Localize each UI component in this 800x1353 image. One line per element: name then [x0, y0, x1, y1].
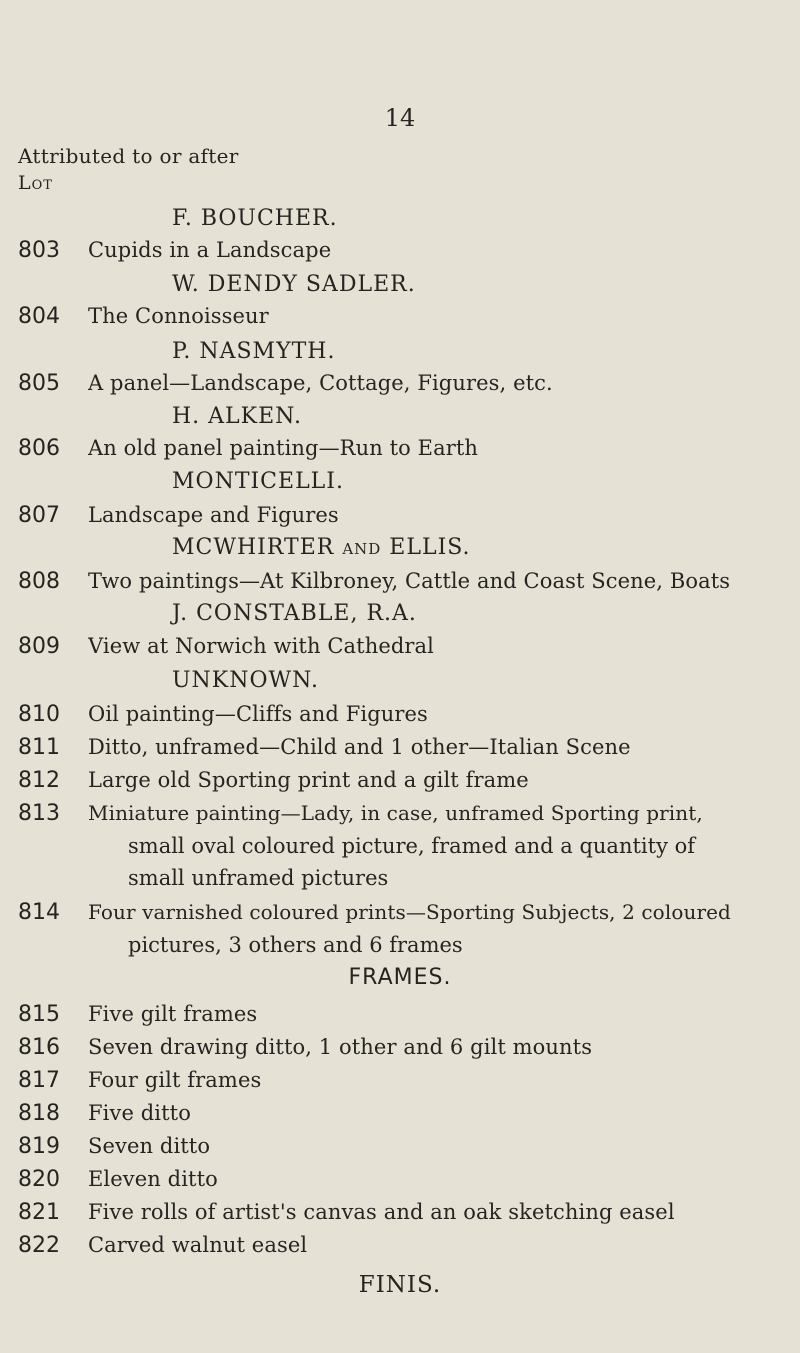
artist-name: MONTICELLI. [172, 469, 344, 494]
artist-name: F. BOUCHER. [172, 206, 338, 231]
lot-number: 816 [18, 1035, 60, 1060]
lot-description: Five rolls of artist's canvas and an oak sketching easel [88, 1200, 675, 1224]
lot-description: Four gilt frames [88, 1068, 262, 1092]
lot-description: Five ditto [88, 1101, 191, 1125]
artist-name: UNKNOWN. [172, 668, 319, 693]
lot-description: Landscape and Figures [88, 503, 339, 527]
lot-number: 803 [18, 238, 60, 263]
lot-number: 810 [18, 702, 60, 727]
lot-number: 814 [18, 900, 60, 925]
page-number: 14 [384, 104, 416, 132]
lot-description: Carved walnut easel [88, 1233, 308, 1257]
lot-description: Seven drawing ditto, 1 other and 6 gilt mounts [88, 1035, 593, 1059]
lot-description: Eleven ditto [88, 1167, 218, 1191]
lot-number: 811 [18, 735, 60, 760]
lot-number: 805 [18, 371, 60, 396]
lot-number: 807 [18, 503, 60, 528]
lot-number: 812 [18, 768, 60, 793]
lot-number: 822 [18, 1233, 60, 1258]
lot-description-continued: small oval coloured picture, framed and a quantity of [128, 834, 696, 858]
lot-description: A panel—Landscape, Cottage, Figures, etc. [88, 371, 553, 395]
lot-number: 813 [18, 801, 60, 826]
artist-name: MCWHIRTER and ELLIS. [172, 535, 471, 560]
lot-number: 809 [18, 634, 60, 659]
lot-description-continued: pictures, 3 others and 6 frames [128, 933, 463, 957]
lot-number: 817 [18, 1068, 60, 1093]
artist-name: P. NASMYTH. [172, 339, 336, 364]
lot-description: Large old Sporting print and a gilt frame [88, 768, 529, 792]
lot-number: 820 [18, 1167, 60, 1192]
lot-description: An old panel painting—Run to Earth [88, 436, 479, 460]
finis: FINIS. [358, 1272, 442, 1298]
artist-name: W. DENDY SADLER. [172, 272, 416, 297]
lot-description: Seven ditto [88, 1134, 211, 1158]
lot-number: 819 [18, 1134, 60, 1159]
lot-column-label: Lot [18, 172, 53, 194]
artist-name: J. CONSTABLE, R.A. [172, 601, 417, 626]
lot-description-continued: small unframed pictures [128, 866, 389, 890]
lot-number: 806 [18, 436, 60, 461]
lot-description: Ditto, unframed—Child and 1 other—Italian Scene [88, 735, 631, 759]
lot-description: The Connoisseur [88, 304, 269, 328]
artist-name: H. ALKEN. [172, 404, 302, 429]
lot-number: 808 [18, 569, 60, 594]
section-header: Attributed to or after [18, 144, 239, 168]
lot-description: Four varnished coloured prints—Sporting Subjects, 2 coloured [88, 900, 731, 924]
lot-number: 821 [18, 1200, 60, 1225]
lot-number: 818 [18, 1101, 60, 1126]
lot-number: 815 [18, 1002, 60, 1027]
frames-section-title: FRAMES. [348, 965, 452, 990]
lot-description: Two paintings—At Kilbroney, Cattle and Coast Scene, Boats [88, 569, 731, 593]
lot-number: 804 [18, 304, 60, 329]
lot-description: Miniature painting—Lady, in case, unframed Sporting print, [88, 801, 703, 825]
lot-description: View at Norwich with Cathedral [88, 634, 434, 658]
lot-description: Oil painting—Cliffs and Figures [88, 702, 428, 726]
lot-description: Five gilt frames [88, 1002, 258, 1026]
lot-description: Cupids in a Landscape [88, 238, 332, 262]
